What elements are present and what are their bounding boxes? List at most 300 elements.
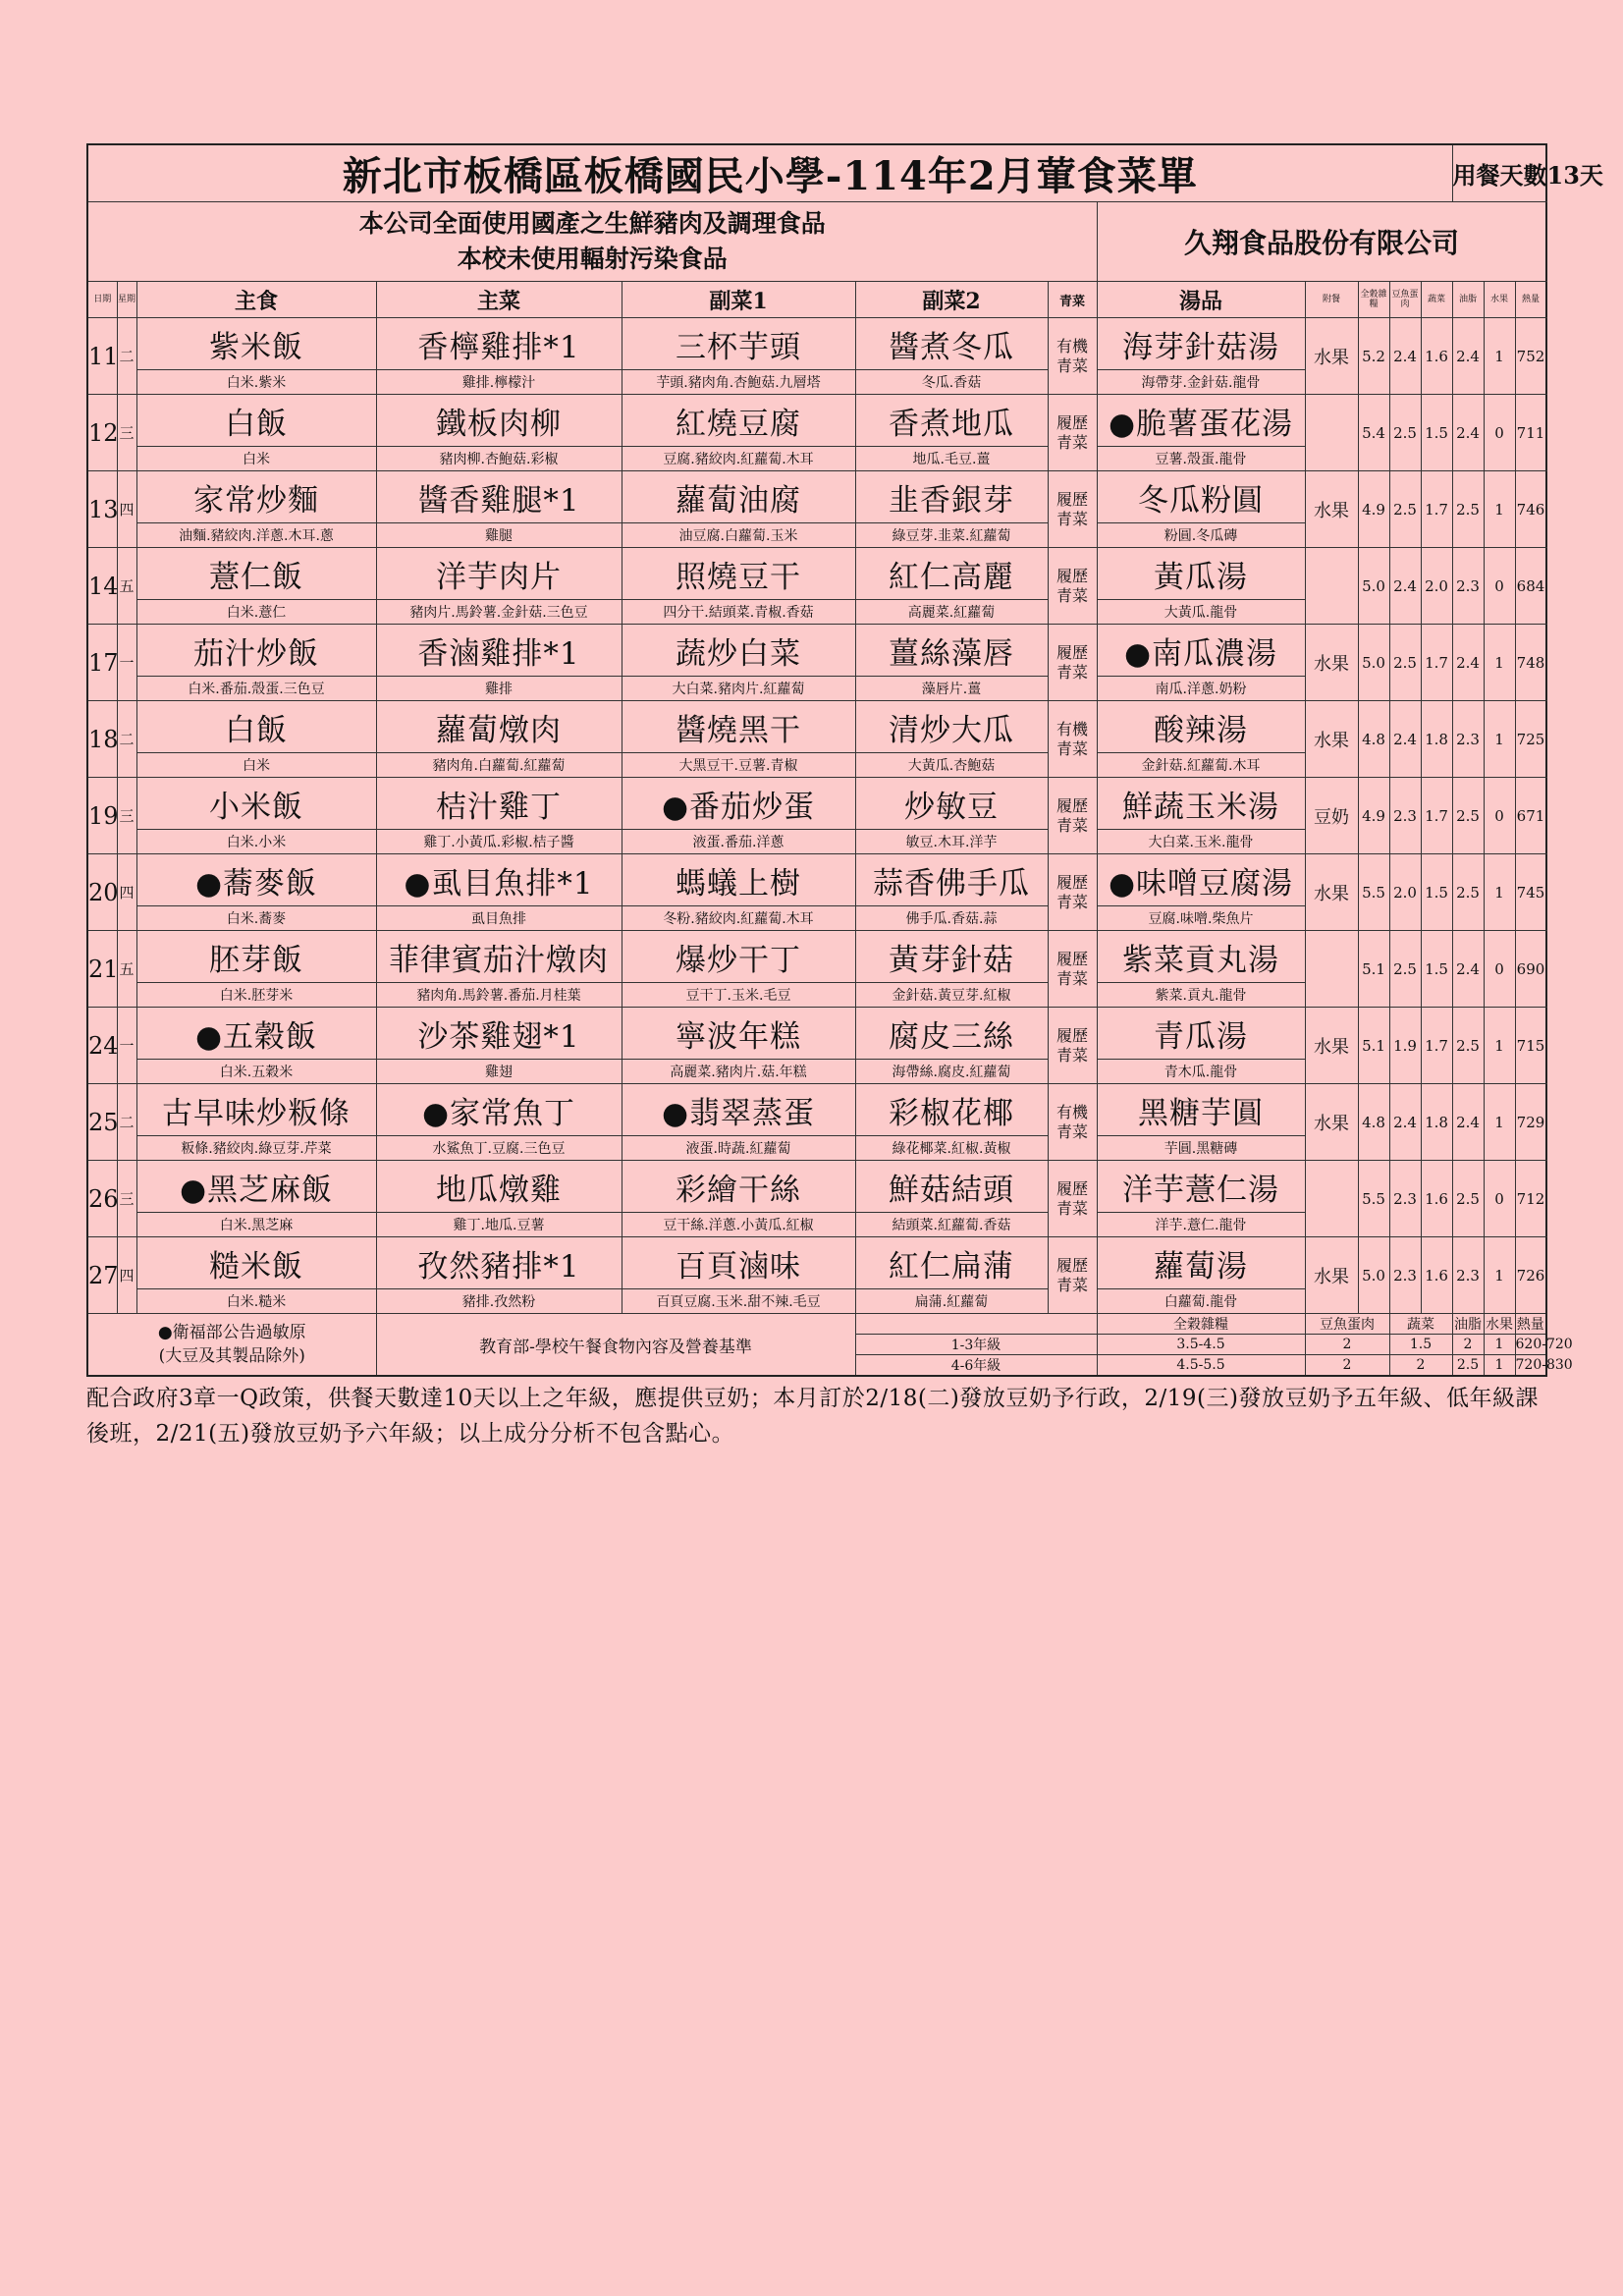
soup: 紫菜貢丸湯 (1097, 931, 1305, 983)
soup-ingredients: 海帶芽.金針菇.龍骨 (1097, 370, 1305, 395)
main-food: 家常炒麵 (136, 471, 376, 523)
nutrition-v: 1.8 (1421, 1084, 1452, 1161)
main-dish-ingredients: 雞丁.小黃瓜.彩椒.桔子醬 (376, 830, 622, 854)
side-dish-1-ingredients: 豆干絲.洋蔥.小黃瓜.紅椒 (622, 1213, 855, 1237)
main-dish: 桔汁雞丁 (376, 778, 622, 830)
soup: 黑糖芋圓 (1097, 1084, 1305, 1136)
allergen-line-1: ●衛福部公告過敏原 (157, 1323, 306, 1342)
nutrition-g: 4.8 (1358, 701, 1389, 778)
nutrition-v: 1.6 (1421, 1237, 1452, 1314)
side-dish-1: ●番茄炒蛋 (622, 778, 855, 830)
allergen-note (87, 1314, 376, 1377)
main-food: 紫米飯 (136, 318, 376, 370)
page-title: 新北市板橋區板橋國民小學-114年2月葷食菜單 (87, 144, 1452, 202)
extra-item: 水果 (1305, 318, 1358, 395)
main-dish-ingredients: 雞丁.地瓜.豆薯 (376, 1213, 622, 1237)
side-dish-2: 清炒大瓜 (855, 701, 1048, 753)
vegetable-type: 履歷 青菜 (1048, 854, 1097, 931)
col-side2: 副菜2 (855, 282, 1048, 318)
side-dish-1-ingredients: 大白菜.豬肉片.紅蘿蔔 (622, 677, 855, 701)
main-dish: 沙茶雞翅*1 (376, 1008, 622, 1060)
main-food-ingredients: 白米.胚芽米 (136, 983, 376, 1008)
side-dish-1-ingredients: 豆干丁.玉米.毛豆 (622, 983, 855, 1008)
soup-ingredients: 白蘿蔔.龍骨 (1097, 1289, 1305, 1314)
std-h-protein: 豆魚蛋肉 (1305, 1314, 1389, 1335)
main-dish: 洋芋肉片 (376, 548, 622, 600)
soup-ingredients: 芋圓.黑糖磚 (1097, 1136, 1305, 1161)
nutrition-kcal: 690 (1515, 931, 1546, 1008)
menu-row (87, 548, 1546, 600)
main-dish: ●虱目魚排*1 (376, 854, 622, 906)
nutrition-f: 1 (1484, 1008, 1515, 1084)
main-dish-ingredients: 水鯊魚丁.豆腐.三色豆 (376, 1136, 622, 1161)
side-dish-1: 三杯芋頭 (622, 318, 855, 370)
side-dish-2: 腐皮三絲 (855, 1008, 1048, 1060)
nutrition-f: 0 (1484, 548, 1515, 625)
nutrition-p: 2.4 (1389, 318, 1421, 395)
weekday-cell: 三 (117, 778, 136, 854)
soup: 酸辣湯 (1097, 701, 1305, 753)
nutrition-p: 2.0 (1389, 854, 1421, 931)
nutrition-kcal: 715 (1515, 1008, 1546, 1084)
main-food-ingredients: 白米.糙米 (136, 1289, 376, 1314)
date-cell: 12 (87, 395, 117, 471)
col-veg: 青菜 (1048, 282, 1097, 318)
menu-row (87, 318, 1546, 370)
menu-row (87, 625, 1546, 677)
main-food: 白飯 (136, 395, 376, 447)
main-food: 薏仁飯 (136, 548, 376, 600)
menu-row (87, 854, 1546, 906)
soup-ingredients: 紫菜.貢丸.龍骨 (1097, 983, 1305, 1008)
nutrition-kcal: 726 (1515, 1237, 1546, 1314)
weekday-cell: 五 (117, 548, 136, 625)
nutrition-kcal: 684 (1515, 548, 1546, 625)
menu-row (87, 1237, 1546, 1289)
date-cell: 21 (87, 931, 117, 1008)
nutrition-p: 1.9 (1389, 1008, 1421, 1084)
col-vegetable: 蔬菜 (1421, 282, 1452, 318)
extra-item (1305, 1161, 1358, 1237)
main-dish-ingredients: 豬排.孜然粉 (376, 1289, 622, 1314)
nutrition-g: 5.0 (1358, 625, 1389, 701)
nutrition-p: 2.4 (1389, 701, 1421, 778)
weekday-cell: 一 (117, 1008, 136, 1084)
nutrition-v: 1.5 (1421, 854, 1452, 931)
main-food-ingredients: 白米.蕎麥 (136, 906, 376, 931)
nutrition-f: 1 (1484, 625, 1515, 701)
nutrition-kcal: 748 (1515, 625, 1546, 701)
nutrition-f: 1 (1484, 701, 1515, 778)
main-food-ingredients: 粄條.豬絞肉.綠豆芽.芹菜 (136, 1136, 376, 1161)
menu-row (87, 1161, 1546, 1213)
weekday-cell: 四 (117, 1237, 136, 1314)
main-dish: 醬香雞腿*1 (376, 471, 622, 523)
nutrition-o: 2.5 (1452, 778, 1484, 854)
weekday-cell: 三 (117, 395, 136, 471)
footer (87, 1314, 1573, 1377)
side-dish-1-ingredients: 油豆腐.白蘿蔔.玉米 (622, 523, 855, 548)
side-dish-1-ingredients: 液蛋.番茄.洋蔥 (622, 830, 855, 854)
std-row: 1-3年級 3.5-4.5 2 1.5 2 1 620-720 (87, 1335, 1546, 1355)
side-dish-2-ingredients: 藻唇片.薑 (855, 677, 1048, 701)
vegetable-type: 履歷 青菜 (1048, 1237, 1097, 1314)
side-dish-2-ingredients: 海帶絲.腐皮.紅蘿蔔 (855, 1060, 1048, 1084)
meal-days: 用餐天數13天 (1452, 144, 1546, 202)
main-food-ingredients: 白米.番茄.殼蛋.三色豆 (136, 677, 376, 701)
main-dish-ingredients: 豬肉角.白蘿蔔.紅蘿蔔 (376, 753, 622, 778)
col-oil: 油脂 (1452, 282, 1484, 318)
soup-ingredients: 南瓜.洋蔥.奶粉 (1097, 677, 1305, 701)
side-dish-2: 醬煮冬瓜 (855, 318, 1048, 370)
main-dish: 蘿蔔燉肉 (376, 701, 622, 753)
nutrition-o: 2.5 (1452, 471, 1484, 548)
side-dish-1-ingredients: 大黑豆干.豆薯.青椒 (622, 753, 855, 778)
std-h-oil: 油脂 (1452, 1314, 1484, 1335)
nutrition-o: 2.4 (1452, 931, 1484, 1008)
nutrition-kcal: 712 (1515, 1161, 1546, 1237)
date-cell: 19 (87, 778, 117, 854)
soup: 黃瓜湯 (1097, 548, 1305, 600)
nutrition-p: 2.3 (1389, 1161, 1421, 1237)
nutrition-o: 2.5 (1452, 1161, 1484, 1237)
vegetable-type: 有機 青菜 (1048, 1084, 1097, 1161)
nutrition-f: 0 (1484, 395, 1515, 471)
nutrition-kcal: 711 (1515, 395, 1546, 471)
side-dish-2-ingredients: 高麗菜.紅蘿蔔 (855, 600, 1048, 625)
nutrition-g: 5.1 (1358, 1008, 1389, 1084)
extra-item: 水果 (1305, 854, 1358, 931)
nutrition-p: 2.5 (1389, 395, 1421, 471)
nutrition-g: 5.2 (1358, 318, 1389, 395)
nutrition-f: 1 (1484, 1084, 1515, 1161)
nutrition-f: 0 (1484, 931, 1515, 1008)
menu-sheet (86, 143, 1603, 1451)
nutrition-g: 5.0 (1358, 1237, 1389, 1314)
nutrition-p: 2.5 (1389, 471, 1421, 548)
side-dish-2: 紅仁扁蒲 (855, 1237, 1048, 1289)
extra-item: 水果 (1305, 471, 1358, 548)
side-dish-1-ingredients: 冬粉.豬絞肉.紅蘿蔔.木耳 (622, 906, 855, 931)
date-cell: 17 (87, 625, 117, 701)
menu-row (87, 395, 1546, 447)
side-dish-1: 彩繪干絲 (622, 1161, 855, 1213)
side-dish-1-ingredients: 豆腐.豬絞肉.紅蘿蔔.木耳 (622, 447, 855, 471)
nutrition-o: 2.5 (1452, 1008, 1484, 1084)
nutrition-p: 2.5 (1389, 931, 1421, 1008)
nutrition-kcal: 746 (1515, 471, 1546, 548)
vegetable-type: 履歷 青菜 (1048, 395, 1097, 471)
side-dish-2: 香煮地瓜 (855, 395, 1048, 447)
nutrition-kcal: 752 (1515, 318, 1546, 395)
main-food: ●蕎麥飯 (136, 854, 376, 906)
vegetable-type: 履歷 青菜 (1048, 471, 1097, 548)
extra-item: 水果 (1305, 701, 1358, 778)
col-grains: 全穀雜糧 (1358, 282, 1389, 318)
col-extra: 附餐 (1305, 282, 1358, 318)
date-cell: 14 (87, 548, 117, 625)
side-dish-1: 蘿蔔油腐 (622, 471, 855, 523)
side-dish-2-ingredients: 金針菇.黃豆芽.紅椒 (855, 983, 1048, 1008)
date-cell: 26 (87, 1161, 117, 1237)
side-dish-1-ingredients: 芋頭.豬肉角.杏鮑菇.九層塔 (622, 370, 855, 395)
side-dish-2: 紅仁高麗 (855, 548, 1048, 600)
standard-title: 教育部-學校午餐食物內容及營養基準 (376, 1314, 855, 1377)
side-dish-2-ingredients: 綠豆芽.韭菜.紅蘿蔔 (855, 523, 1048, 548)
main-dish: ●家常魚丁 (376, 1084, 622, 1136)
std-row: 4-6年級 4.5-5.5 2 2 2.5 1 720-830 (87, 1355, 1546, 1377)
main-food: 茄汁炒飯 (136, 625, 376, 677)
soup-ingredients: 豆腐.味噌.柴魚片 (1097, 906, 1305, 931)
soup-ingredients: 大白菜.玉米.龍骨 (1097, 830, 1305, 854)
nutrition-o: 2.3 (1452, 701, 1484, 778)
soup: 鮮蔬玉米湯 (1097, 778, 1305, 830)
date-cell: 13 (87, 471, 117, 548)
nutrition-v: 1.7 (1421, 778, 1452, 854)
nutrition-g: 5.5 (1358, 854, 1389, 931)
weekday-cell: 三 (117, 1161, 136, 1237)
main-food: 白飯 (136, 701, 376, 753)
main-food-ingredients: 白米.小米 (136, 830, 376, 854)
date-cell: 25 (87, 1084, 117, 1161)
side-dish-2-ingredients: 佛手瓜.香菇.蒜 (855, 906, 1048, 931)
main-dish-ingredients: 雞排.檸檬汁 (376, 370, 622, 395)
date-cell: 27 (87, 1237, 117, 1314)
main-food-ingredients: 白米.薏仁 (136, 600, 376, 625)
weekday-cell: 四 (117, 854, 136, 931)
main-food-ingredients: 白米.黑芝麻 (136, 1213, 376, 1237)
nutrition-o: 2.4 (1452, 318, 1484, 395)
main-dish-ingredients: 雞腿 (376, 523, 622, 548)
extra-item: 豆奶 (1305, 778, 1358, 854)
soup: ●脆薯蛋花湯 (1097, 395, 1305, 447)
nutrition-f: 1 (1484, 471, 1515, 548)
side-dish-2-ingredients: 敏豆.木耳.洋芋 (855, 830, 1048, 854)
menu-row (87, 778, 1546, 830)
soup-ingredients: 粉圓.冬瓜磚 (1097, 523, 1305, 548)
weekday-cell: 五 (117, 931, 136, 1008)
extra-item (1305, 931, 1358, 1008)
notice-line-2: 本校未使用輻射污染食品 (457, 245, 728, 273)
company-name: 久翔食品股份有限公司 (1097, 202, 1546, 282)
nutrition-g: 4.9 (1358, 778, 1389, 854)
main-food-ingredients: 油麵.豬絞肉.洋蔥.木耳.蔥 (136, 523, 376, 548)
col-weekday: 星期 (117, 282, 136, 318)
menu-row (87, 931, 1546, 983)
date-cell: 18 (87, 701, 117, 778)
soup: 洋芋薏仁湯 (1097, 1161, 1305, 1213)
nutrition-f: 0 (1484, 778, 1515, 854)
nutrition-kcal: 671 (1515, 778, 1546, 854)
side-dish-1: ●翡翠蒸蛋 (622, 1084, 855, 1136)
vegetable-type: 履歷 青菜 (1048, 548, 1097, 625)
side-dish-1: 紅燒豆腐 (622, 395, 855, 447)
main-food: ●五穀飯 (136, 1008, 376, 1060)
side-dish-2-ingredients: 大黃瓜.杏鮑菇 (855, 753, 1048, 778)
main-dish: 香檸雞排*1 (376, 318, 622, 370)
side-dish-1: 照燒豆干 (622, 548, 855, 600)
vegetable-type: 有機 青菜 (1048, 701, 1097, 778)
date-cell: 20 (87, 854, 117, 931)
main-food: 古早味炒粄條 (136, 1084, 376, 1136)
side-dish-1: 蔬炒白菜 (622, 625, 855, 677)
nutrition-f: 0 (1484, 1161, 1515, 1237)
nutrition-g: 5.5 (1358, 1161, 1389, 1237)
side-dish-2: 蒜香佛手瓜 (855, 854, 1048, 906)
soup: 冬瓜粉圓 (1097, 471, 1305, 523)
nutrition-o: 2.5 (1452, 854, 1484, 931)
soup: 蘿蔔湯 (1097, 1237, 1305, 1289)
main-food-ingredients: 白米.五穀米 (136, 1060, 376, 1084)
nutrition-f: 1 (1484, 1237, 1515, 1314)
col-date: 日期 (87, 282, 117, 318)
nutrition-v: 1.7 (1421, 471, 1452, 548)
nutrition-v: 1.5 (1421, 395, 1452, 471)
nutrition-g: 4.9 (1358, 471, 1389, 548)
main-food: ●黑芝麻飯 (136, 1161, 376, 1213)
col-protein: 豆魚蛋肉 (1389, 282, 1421, 318)
side-dish-2: 炒敏豆 (855, 778, 1048, 830)
std-h-grains: 全穀雜糧 (1097, 1314, 1305, 1335)
weekday-cell: 四 (117, 471, 136, 548)
side-dish-1-ingredients: 四分干.結頭菜.青椒.香菇 (622, 600, 855, 625)
weekday-cell: 二 (117, 318, 136, 395)
nutrition-kcal: 725 (1515, 701, 1546, 778)
soup-ingredients: 金針菇.紅蘿蔔.木耳 (1097, 753, 1305, 778)
main-dish-ingredients: 虱目魚排 (376, 906, 622, 931)
vegetable-type: 有機 青菜 (1048, 318, 1097, 395)
main-dish: 菲律賓茄汁燉肉 (376, 931, 622, 983)
col-fruit: 水果 (1484, 282, 1515, 318)
menu-table (86, 143, 1603, 1377)
soup: 青瓜湯 (1097, 1008, 1305, 1060)
soup: ●南瓜濃湯 (1097, 625, 1305, 677)
main-food-ingredients: 白米 (136, 753, 376, 778)
std-h-kcal: 熱量 (1515, 1314, 1546, 1335)
nutrition-v: 1.5 (1421, 931, 1452, 1008)
col-calories: 熱量 (1515, 282, 1546, 318)
main-dish-ingredients: 豬肉片.馬鈴薯.金針菇.三色豆 (376, 600, 622, 625)
main-dish-ingredients: 雞排 (376, 677, 622, 701)
nutrition-o: 2.4 (1452, 395, 1484, 471)
main-dish-ingredients: 豬肉柳.杏鮑菇.彩椒 (376, 447, 622, 471)
side-dish-1: 螞蟻上樹 (622, 854, 855, 906)
main-food: 胚芽飯 (136, 931, 376, 983)
main-food: 小米飯 (136, 778, 376, 830)
main-dish-ingredients: 豬肉角.馬鈴薯.番茄.月桂葉 (376, 983, 622, 1008)
side-dish-1: 醬燒黑干 (622, 701, 855, 753)
nutrition-v: 1.7 (1421, 625, 1452, 701)
extra-item: 水果 (1305, 1084, 1358, 1161)
soup-ingredients: 大黃瓜.龍骨 (1097, 600, 1305, 625)
nutrition-kcal: 745 (1515, 854, 1546, 931)
side-dish-2: 黃芽針菇 (855, 931, 1048, 983)
nutrition-f: 1 (1484, 318, 1515, 395)
main-dish: 孜然豬排*1 (376, 1237, 622, 1289)
extra-item: 水果 (1305, 625, 1358, 701)
main-food-ingredients: 白米.紫米 (136, 370, 376, 395)
side-dish-2-ingredients: 冬瓜.香菇 (855, 370, 1048, 395)
menu-row (87, 471, 1546, 523)
weekday-cell: 二 (117, 701, 136, 778)
menu-row (87, 701, 1546, 753)
extra-item (1305, 548, 1358, 625)
nutrition-o: 2.3 (1452, 548, 1484, 625)
notice (87, 202, 1097, 282)
soup: 海芽針菇湯 (1097, 318, 1305, 370)
side-dish-2: 鮮菇結頭 (855, 1161, 1048, 1213)
main-dish: 地瓜燉雞 (376, 1161, 622, 1213)
side-dish-2-ingredients: 地瓜.毛豆.薑 (855, 447, 1048, 471)
col-main-food: 主食 (136, 282, 376, 318)
weekday-cell: 二 (117, 1084, 136, 1161)
main-food-ingredients: 白米 (136, 447, 376, 471)
side-dish-1-ingredients: 液蛋.時蔬.紅蘿蔔 (622, 1136, 855, 1161)
nutrition-f: 1 (1484, 854, 1515, 931)
side-dish-2-ingredients: 結頭菜.紅蘿蔔.香菇 (855, 1213, 1048, 1237)
main-dish: 鐵板肉柳 (376, 395, 622, 447)
nutrition-g: 4.8 (1358, 1084, 1389, 1161)
side-dish-1: 寧波年糕 (622, 1008, 855, 1060)
std-h-fruit: 水果 (1484, 1314, 1515, 1335)
menu-row (87, 1008, 1546, 1060)
std-h-veg: 蔬菜 (1389, 1314, 1452, 1335)
soup-ingredients: 洋芋.薏仁.龍骨 (1097, 1213, 1305, 1237)
side-dish-2: 彩椒花椰 (855, 1084, 1048, 1136)
vegetable-type: 履歷 青菜 (1048, 1161, 1097, 1237)
nutrition-v: 1.6 (1421, 1161, 1452, 1237)
nutrition-v: 1.6 (1421, 318, 1452, 395)
menu-row (87, 1084, 1546, 1136)
vegetable-type: 履歷 青菜 (1048, 931, 1097, 1008)
vegetable-type: 履歷 青菜 (1048, 778, 1097, 854)
nutrition-p: 2.3 (1389, 778, 1421, 854)
nutrition-kcal: 729 (1515, 1084, 1546, 1161)
col-soup: 湯品 (1097, 282, 1305, 318)
soup-ingredients: 青木瓜.龍骨 (1097, 1060, 1305, 1084)
nutrition-g: 5.0 (1358, 548, 1389, 625)
nutrition-o: 2.3 (1452, 1237, 1484, 1314)
side-dish-1-ingredients: 百頁豆腐.玉米.甜不辣.毛豆 (622, 1289, 855, 1314)
nutrition-g: 5.4 (1358, 395, 1389, 471)
nutrition-o: 2.4 (1452, 625, 1484, 701)
soup-ingredients: 豆薯.殼蛋.龍骨 (1097, 447, 1305, 471)
nutrition-p: 2.5 (1389, 625, 1421, 701)
date-cell: 24 (87, 1008, 117, 1084)
col-side1: 副菜1 (622, 282, 855, 318)
nutrition-v: 1.8 (1421, 701, 1452, 778)
nutrition-p: 2.4 (1389, 1084, 1421, 1161)
column-header-row (87, 282, 1546, 318)
allergen-line-2: (大豆及其製品除外) (158, 1346, 305, 1366)
main-dish: 香滷雞排*1 (376, 625, 622, 677)
main-dish-ingredients: 雞翅 (376, 1060, 622, 1084)
nutrition-g: 5.1 (1358, 931, 1389, 1008)
vegetable-type: 履歷 青菜 (1048, 1008, 1097, 1084)
nutrition-o: 2.4 (1452, 1084, 1484, 1161)
extra-item (1305, 395, 1358, 471)
weekday-cell: 一 (117, 625, 136, 701)
side-dish-2-ingredients: 綠花椰菜.紅椒.黃椒 (855, 1136, 1048, 1161)
soup: ●味噌豆腐湯 (1097, 854, 1305, 906)
nutrition-v: 1.7 (1421, 1008, 1452, 1084)
side-dish-1: 爆炒干丁 (622, 931, 855, 983)
extra-item: 水果 (1305, 1237, 1358, 1314)
notice-line-1: 本公司全面使用國產之生鮮豬肉及調理食品 (358, 209, 826, 238)
nutrition-v: 2.0 (1421, 548, 1452, 625)
main-food: 糙米飯 (136, 1237, 376, 1289)
date-cell: 11 (87, 318, 117, 395)
